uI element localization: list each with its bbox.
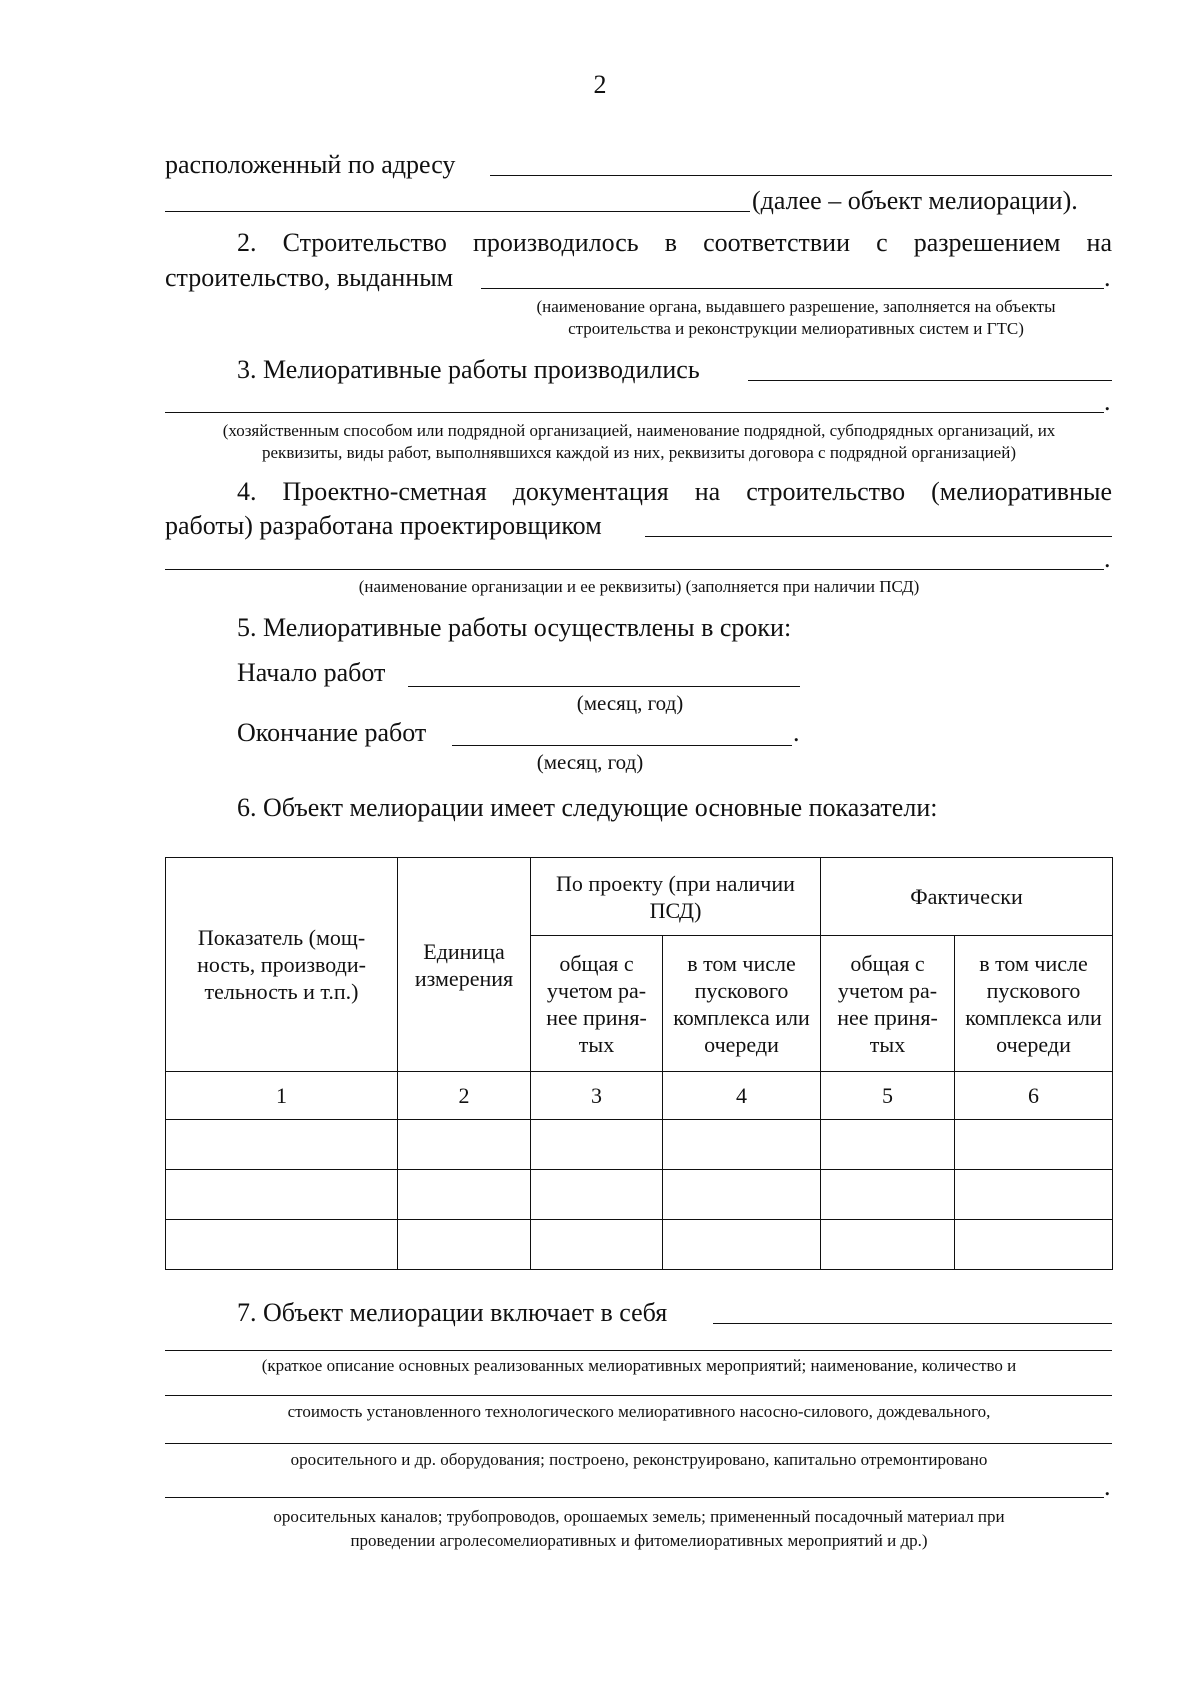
address-fill-line[interactable]	[490, 175, 1112, 176]
table-cell[interactable]	[821, 1120, 955, 1170]
end-date-fill-line[interactable]	[452, 745, 792, 746]
permit-note-line-2: строительства и реконструкции мелиоративных систем и ГТС)	[568, 319, 1024, 338]
clause-7-end-mark: .	[1104, 1472, 1111, 1501]
contents-fill-line-5[interactable]	[165, 1497, 1104, 1498]
table-cell[interactable]	[398, 1120, 531, 1170]
table-cell[interactable]	[398, 1220, 531, 1270]
column-group-actual: Фактически	[821, 858, 1113, 936]
clause-3-end-mark: .	[1104, 387, 1111, 416]
table-cell[interactable]	[166, 1170, 398, 1220]
subheader-actual-total: общая с учетом ра-нее приня-тых	[821, 936, 955, 1072]
contents-fill-line-3[interactable]	[165, 1395, 1112, 1396]
start-date-fill-line[interactable]	[408, 686, 800, 687]
indicators-table	[165, 857, 1113, 1270]
column-header-indicator: Показатель (мощ-ность, производи-тельность и т.п.)	[166, 858, 398, 1072]
subheader-project-launch: в том числе пускового комплекса или очереди	[663, 936, 821, 1072]
column-number: 4	[663, 1072, 821, 1120]
permit-issuer-fill-line[interactable]	[481, 288, 1104, 289]
works-method-fill-line[interactable]	[748, 380, 1112, 381]
table-cell[interactable]	[955, 1120, 1113, 1170]
subheader-project-total: общая с учетом ра-нее приня-тых	[531, 936, 663, 1072]
clause-5-heading: 5. Мелиоративные работы осуществлены в сроки:	[237, 613, 792, 642]
address-fill-line-2[interactable]	[165, 211, 750, 212]
end-date-note: (месяц, год)	[536, 750, 644, 774]
end-date-label: Окончание работ	[237, 718, 427, 747]
contents-note-line-4: оросительных каналов; трубопроводов, орошаемых земель; примененный посадочный материал при	[273, 1507, 1005, 1526]
column-group-project: По проекту (при наличии ПСД)	[531, 858, 821, 936]
contents-note-line-2: стоимость установленного технологического мелиоративного насосно-силового, дождевального,	[287, 1402, 991, 1421]
table-row	[166, 1220, 1113, 1270]
clause-2-line-2: строительство, выданным	[165, 263, 454, 292]
contents-fill-line-4[interactable]	[165, 1443, 1112, 1444]
column-number: 1	[166, 1072, 398, 1120]
permit-note-line-1: (наименование органа, выдавшего разрешение, заполняется на объекты	[536, 297, 1056, 316]
table-cell[interactable]	[531, 1220, 663, 1270]
table-cell[interactable]	[531, 1120, 663, 1170]
table-cell[interactable]	[398, 1170, 531, 1220]
works-method-note-line-2: реквизиты, виды работ, выполнявшихся каждой из них, реквизиты договора с подрядной организацией)	[262, 443, 1016, 462]
clause-7-line-1: 7. Объект мелиорации включает в себя	[237, 1298, 668, 1327]
page-number: 2	[593, 70, 607, 99]
clause-5-end-mark: .	[793, 718, 800, 747]
address-label: расположенный по адресу	[165, 150, 456, 179]
contents-fill-line[interactable]	[713, 1323, 1112, 1324]
column-number: 3	[531, 1072, 663, 1120]
table-cell[interactable]	[166, 1220, 398, 1270]
clause-2-line-1: 2. Строительство производилось в соответствии с разрешением на	[237, 228, 1112, 257]
table-cell[interactable]	[821, 1220, 955, 1270]
object-definition-text: (далее – объект мелиорации).	[752, 186, 1078, 215]
contents-fill-line-2[interactable]	[165, 1350, 1112, 1351]
clause-4-end-mark: .	[1104, 544, 1111, 573]
designer-fill-line[interactable]	[645, 536, 1112, 537]
start-date-note: (месяц, год)	[576, 691, 684, 715]
table-cell[interactable]	[663, 1120, 821, 1170]
clause-3-line-1: 3. Мелиоративные работы производились	[237, 355, 700, 384]
clause-2-end-mark: .	[1104, 263, 1111, 292]
contents-note-line-5: проведении агролесомелиоративных и фитомелиоративных мероприятий и др.)	[350, 1531, 928, 1550]
table-cell[interactable]	[663, 1170, 821, 1220]
clause-4-line-1: 4. Проектно-сметная документация на строительство (мелиоративные	[237, 477, 1112, 506]
table-cell[interactable]	[531, 1170, 663, 1220]
column-number: 2	[398, 1072, 531, 1120]
column-number: 6	[955, 1072, 1113, 1120]
column-number: 5	[821, 1072, 955, 1120]
designer-note: (наименование организации и ее реквизиты) (заполняется при наличии ПСД)	[358, 577, 920, 596]
table-row	[166, 1120, 1113, 1170]
works-method-fill-line-2[interactable]	[165, 412, 1104, 413]
subheader-actual-launch: в том числе пускового комплекса или очереди	[955, 936, 1113, 1072]
table-cell[interactable]	[663, 1220, 821, 1270]
clause-4-line-2: работы) разработана проектировщиком	[165, 511, 602, 540]
table-cell[interactable]	[955, 1170, 1113, 1220]
column-numbers-row	[166, 1072, 1113, 1120]
start-date-label: Начало работ	[237, 658, 386, 687]
works-method-note-line-1: (хозяйственным способом или подрядной организацией, наименование подрядной, субподрядных организаций, их	[222, 421, 1056, 440]
table-cell[interactable]	[821, 1170, 955, 1220]
column-header-unit: Единица измерения	[398, 858, 531, 1072]
contents-note-line-1: (краткое описание основных реализованных мелиоративных мероприятий; наименование, количество и	[261, 1356, 1017, 1375]
table-row	[166, 1170, 1113, 1220]
contents-note-line-3: оросительного и др. оборудования; построено, реконструировано, капитально отремонтировано	[290, 1450, 988, 1469]
table-cell[interactable]	[955, 1220, 1113, 1270]
clause-6-heading: 6. Объект мелиорации имеет следующие основные показатели:	[237, 793, 938, 822]
designer-fill-line-2[interactable]	[165, 569, 1104, 570]
table-cell[interactable]	[166, 1120, 398, 1170]
